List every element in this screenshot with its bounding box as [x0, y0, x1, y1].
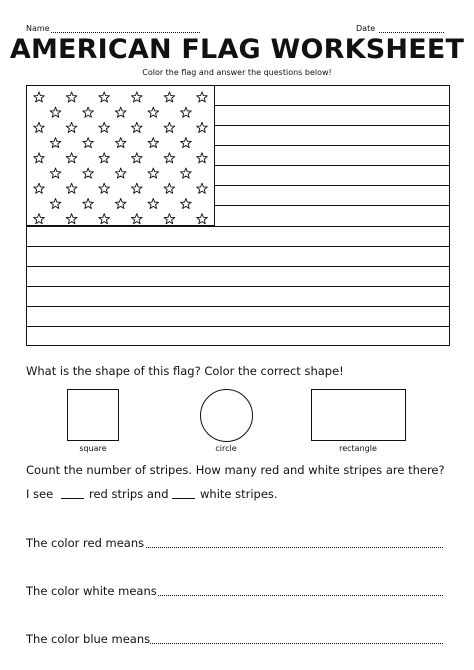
name-field[interactable]: [51, 32, 200, 33]
rectangle-label: rectangle: [339, 444, 377, 453]
blue-meaning-label: The color blue means: [26, 632, 151, 646]
red-meaning-field[interactable]: [146, 547, 443, 548]
date-field[interactable]: [379, 32, 444, 33]
red-stripes-blank[interactable]: [61, 498, 84, 499]
blue-meaning-field[interactable]: [150, 643, 443, 644]
circle-label: circle: [215, 444, 237, 453]
white-meaning-label: The color white means: [26, 584, 157, 598]
page-subtitle: Color the flag and answer the questions below!: [142, 68, 332, 77]
circle-shape[interactable]: [200, 389, 253, 442]
white-meaning-field[interactable]: [158, 595, 443, 596]
stripes-question: Count the number of stripes. How many red and white stripes are there?: [26, 463, 445, 477]
american-flag-outline[interactable]: [26, 85, 450, 346]
name-label: Name: [26, 24, 50, 33]
flag-canton[interactable]: [27, 86, 215, 226]
shape-question: What is the shape of this flag? Color the correct shape!: [26, 364, 344, 378]
stripes-answer-suffix: white stripes.: [200, 487, 278, 501]
white-stripes-blank[interactable]: [172, 498, 195, 499]
page-title: AMERICAN FLAG WORKSHEET: [9, 34, 465, 65]
rectangle-shape[interactable]: [311, 389, 406, 441]
square-shape[interactable]: [67, 389, 119, 441]
date-label: Date: [356, 24, 376, 33]
stripes-answer-prefix: I see: [26, 487, 54, 501]
square-label: square: [79, 444, 107, 453]
stripes-answer-middle: red strips and: [89, 487, 169, 501]
red-meaning-label: The color red means: [26, 536, 145, 550]
